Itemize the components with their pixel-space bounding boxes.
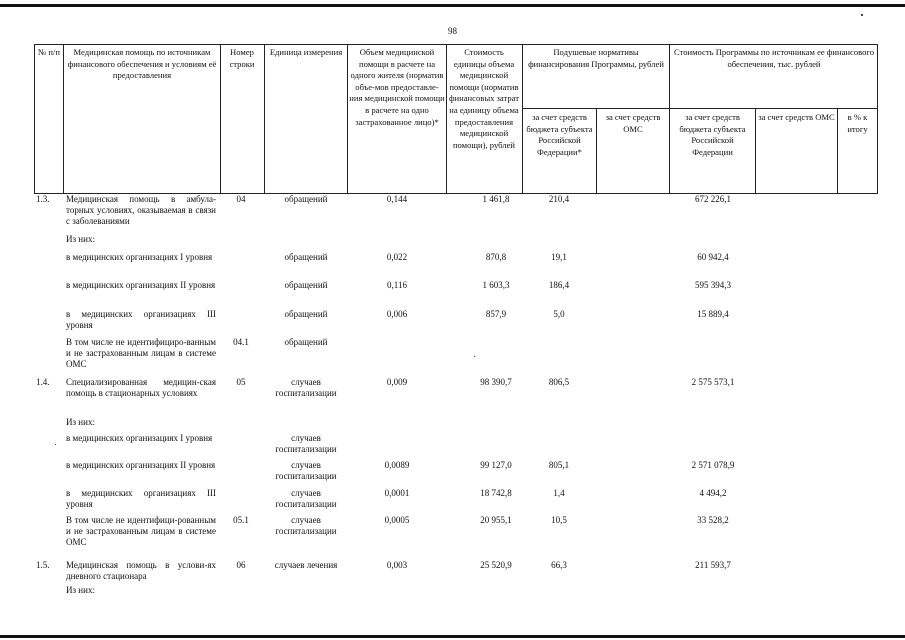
- row-cost: 18 742,8: [480, 488, 512, 498]
- row-percapita-budget: 1,4: [553, 488, 565, 498]
- row-code: 04: [236, 194, 246, 204]
- row-name: в медицинских организациях III уровня: [66, 309, 216, 330]
- row-unit: случаев госпитализации: [275, 377, 337, 398]
- row-cost-budget: 60 942,4: [697, 252, 729, 262]
- row-volume: 0,144: [386, 194, 408, 204]
- row-unit: случаев госпитализации: [275, 488, 337, 509]
- header-top-line: [34, 44, 878, 45]
- row-unit: случаев госпитализации: [275, 460, 337, 481]
- row-percapita-budget: 210,4: [548, 194, 570, 204]
- row-unit: обращений: [284, 309, 328, 319]
- table-row: [34, 337, 878, 377]
- page-number: 98: [448, 26, 457, 36]
- row-cost-budget: 672 226,1: [695, 194, 731, 204]
- table-row: [34, 433, 878, 460]
- header-num: № п/п: [38, 47, 60, 57]
- header-percapita-oms: за счет средств ОМС: [605, 112, 661, 134]
- table-row: [34, 194, 878, 224]
- table-body: [34, 194, 878, 599]
- row-num: 1.4.: [36, 377, 50, 387]
- row-name: Из них:: [66, 417, 95, 427]
- row-code: 04.1: [233, 337, 249, 347]
- row-unit: случаев госпитализации: [275, 433, 337, 454]
- row-unit: случаев лечения: [274, 560, 338, 570]
- col-divider: [264, 44, 265, 194]
- row-percapita-budget: 806,5: [548, 377, 570, 387]
- col-divider: [446, 44, 447, 194]
- row-percapita-budget: 5,0: [553, 309, 565, 319]
- col-divider: [669, 44, 670, 194]
- col-divider: [837, 108, 838, 194]
- row-volume: 0,006: [386, 309, 408, 319]
- header-cost-pct: в % к итогу: [847, 112, 868, 134]
- header-code: Номер строки: [229, 47, 255, 69]
- row-code: 05.1: [233, 515, 249, 525]
- table-row: [34, 252, 878, 280]
- row-unit: случаев госпитализации: [275, 515, 337, 536]
- header-unit: Единица измерения: [269, 47, 343, 57]
- row-name: в медицинских организациях I уровня: [66, 252, 213, 262]
- row-name: в медицинских организациях I уровня: [66, 433, 213, 443]
- row-cost: 20 955,1: [480, 515, 512, 525]
- col-divider: [347, 44, 348, 194]
- row-volume: 0,0005: [384, 515, 410, 525]
- row-cost-budget: 2 575 573,1: [691, 377, 735, 387]
- header-cost-sources-group: Стоимость Программы по источникам ее финансового обеспечения, тыс. рублей: [673, 47, 875, 69]
- top-border-rule: [0, 4, 905, 7]
- row-cost: 1 603,3: [482, 280, 510, 290]
- row-unit: обращений: [284, 252, 328, 262]
- header-name: Медицинская помощь по источникам финансового обеспечения и условиям её предоставления: [67, 47, 217, 81]
- row-name: Из них:: [66, 234, 95, 244]
- row-cost-budget: 211 593,7: [695, 560, 731, 570]
- row-num: 1.3.: [36, 194, 50, 204]
- row-unit: обращений: [284, 280, 328, 290]
- col-divider: [34, 44, 35, 194]
- row-cost: 25 520,9: [480, 560, 512, 570]
- bottom-border-rule: [0, 635, 905, 638]
- row-name: В том числе не идентифици-рованным и не застрахованным лицам в системе ОМС: [66, 515, 216, 547]
- row-cost-budget: 595 394,3: [695, 280, 731, 290]
- table-row: [34, 585, 878, 599]
- table-row: [34, 309, 878, 337]
- row-cost-budget: 4 494,2: [699, 488, 727, 498]
- table-row: [34, 460, 878, 488]
- header-percapita-group: Подушевые нормативы финансирования Программы, рублей: [528, 47, 664, 69]
- row-name: Из них:: [66, 585, 95, 595]
- header-cost-budget: за счет средств бюджета субъекта Российской Федерации: [679, 112, 746, 157]
- col-divider: [220, 44, 221, 194]
- scan-speck: [861, 14, 863, 16]
- row-cost: 98 390,7: [480, 377, 512, 387]
- table-row: [34, 488, 878, 515]
- row-unit: обращений: [284, 194, 328, 204]
- row-name: Специализированная медицин-ская помощь в стационарных условиях: [66, 377, 216, 398]
- row-volume: 0,003: [386, 560, 408, 570]
- col-divider: [63, 44, 64, 194]
- row-percapita-budget: 186,4: [548, 280, 570, 290]
- header-cost-oms: за счет средств ОМС: [758, 112, 835, 122]
- row-cost-budget: 15 889,4: [697, 309, 729, 319]
- header-volume: Объем медицинской помощи в расчете на одного жителя (норматив объе-мов предоставле-ния медицинской помощи в расчете на одно застрахованное лицо)*: [349, 47, 445, 127]
- row-percapita-budget: 19,1: [551, 252, 567, 262]
- col-divider: [522, 44, 523, 194]
- row-name: в медицинских организациях II уровня: [66, 280, 216, 290]
- row-cost: 1 461,8: [482, 194, 510, 204]
- table-row: [34, 560, 878, 585]
- row-volume: 0,0089: [384, 460, 410, 470]
- col-divider: [755, 108, 756, 194]
- row-cost: 857,9: [485, 309, 507, 319]
- col-divider: [596, 108, 597, 194]
- table-row: [34, 417, 878, 433]
- row-volume: 0,116: [387, 280, 407, 290]
- row-name: Медицинская помощь в амбула-торных условиях, оказываемая в связи с заболеваниями: [66, 194, 216, 226]
- row-cost-budget: 33 528,2: [697, 515, 729, 525]
- table-row: [34, 234, 878, 252]
- row-name: Медицинская помощь в услови-ях дневного стационара: [66, 560, 216, 581]
- row-volume: 0,022: [386, 252, 408, 262]
- row-name: в медицинских организациях III уровня: [66, 488, 216, 509]
- col-divider: [877, 44, 878, 194]
- row-name: В том числе не идентифициро-ванным и не застрахованным лицам в системе ОМС: [66, 337, 216, 369]
- row-num: 1.5.: [36, 560, 50, 570]
- subheader-line: [522, 108, 878, 109]
- row-volume: 0,0001: [384, 488, 410, 498]
- row-cost-budget: 2 571 078,9: [691, 460, 735, 470]
- table-row: [34, 280, 878, 309]
- table-header: [34, 44, 878, 194]
- row-percapita-budget: 66,3: [551, 560, 567, 570]
- header-percapita-budget: за счет средств бюджета субъекта Российской Федерации*: [526, 112, 593, 157]
- row-name: в медицинских организациях II уровня: [66, 460, 216, 470]
- row-cost: 99 127,0: [480, 460, 512, 470]
- row-volume: 0,009: [386, 377, 408, 387]
- header-cost: Стоимость единицы объема медицинской помощи (норматив финансовых затрат на единицу объема предоставления медицинской помощи), рублей: [448, 47, 520, 150]
- row-cost: 870,8: [485, 252, 507, 262]
- row-code: 05: [236, 377, 246, 387]
- row-percapita-budget: 10,5: [551, 515, 567, 525]
- row-unit: обращений: [284, 337, 328, 347]
- row-percapita-budget: 805,1: [548, 460, 570, 470]
- table-row: [34, 515, 878, 560]
- table-row: [34, 377, 878, 417]
- row-code: 06: [236, 560, 246, 570]
